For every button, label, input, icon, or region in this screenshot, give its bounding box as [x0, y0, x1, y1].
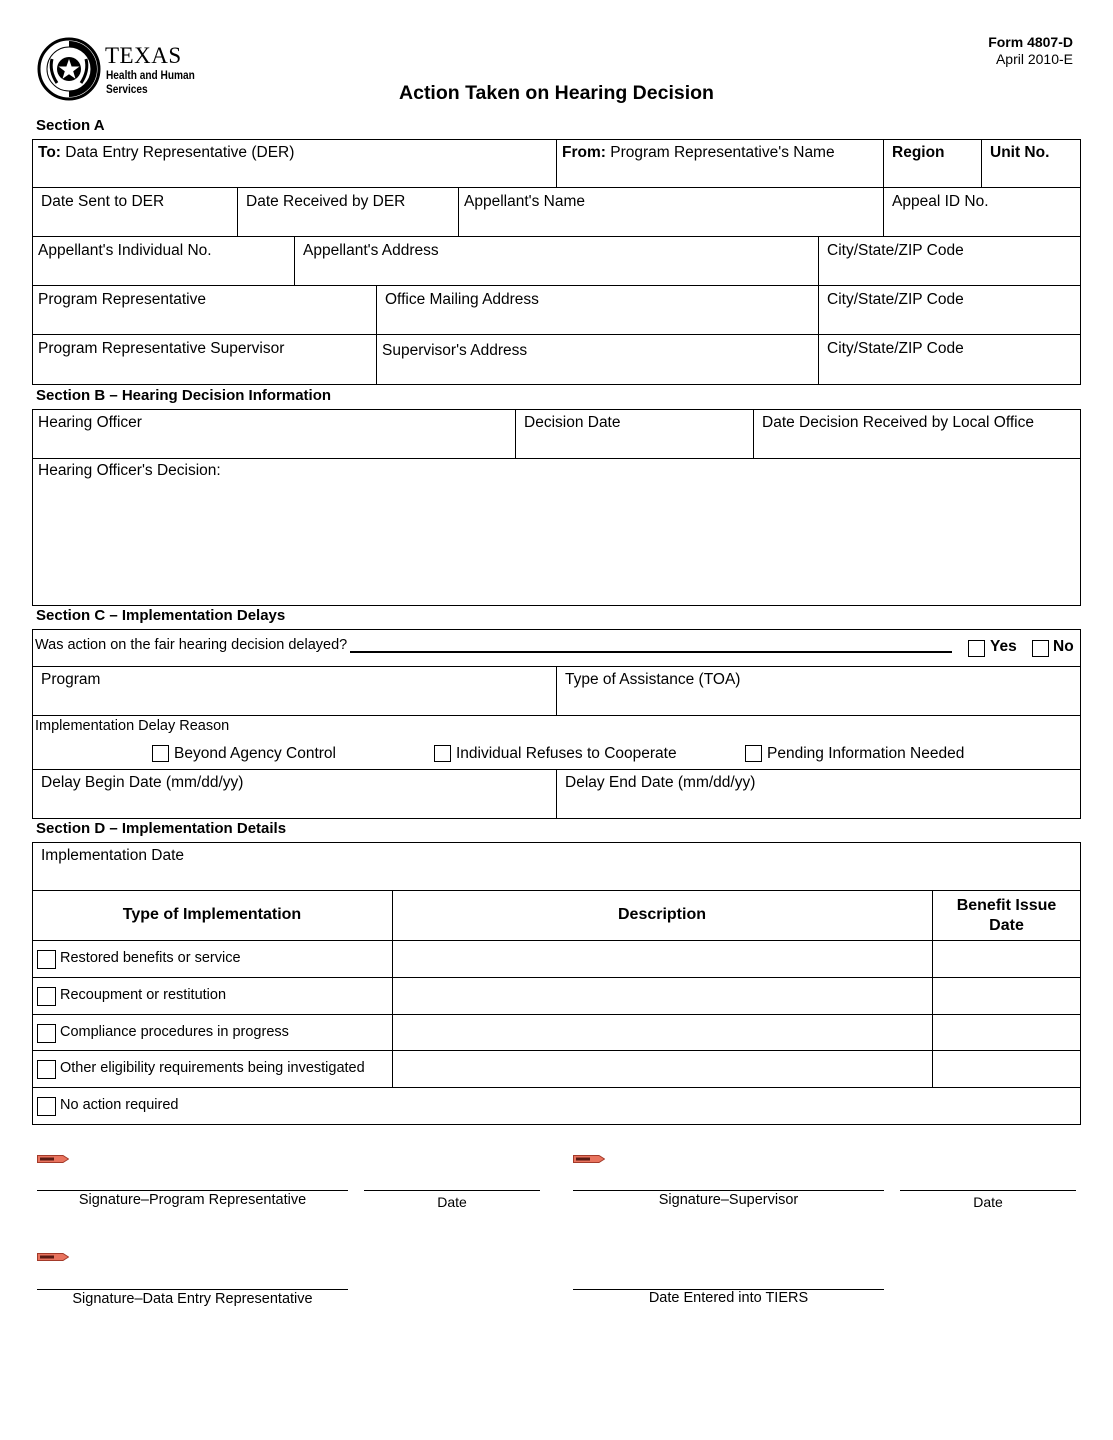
date-decision-received-field[interactable]: Date Decision Received by Local Office — [762, 414, 1034, 431]
date-entered-tiers-label: Date Entered into TIERS — [648, 1290, 809, 1306]
restored-benefits-label: Restored benefits or service — [60, 950, 241, 966]
delay-end-date-field[interactable]: Delay End Date (mm/dd/yy) — [565, 774, 756, 791]
date-2-line[interactable] — [900, 1190, 1076, 1191]
logo-line2: Health and Human — [106, 70, 195, 82]
from-label: From: — [562, 144, 606, 161]
other-eligibility-checkbox[interactable] — [37, 1060, 56, 1079]
delay-begin-date-field[interactable]: Delay Begin Date (mm/dd/yy) — [41, 774, 244, 791]
program-rep-supervisor-field[interactable]: Program Representative Supervisor — [38, 340, 285, 357]
section-d-heading: Section D – Implementation Details — [36, 820, 287, 837]
other-eligibility-description[interactable] — [393, 1051, 932, 1087]
restored-benefits-issue-date[interactable] — [933, 941, 1081, 977]
other-eligibility-issue-date[interactable] — [933, 1051, 1081, 1087]
hearing-officer-decision-field[interactable]: Hearing Officer's Decision: — [38, 462, 221, 479]
beyond-agency-control-label: Beyond Agency Control — [174, 745, 336, 762]
delayed-no-label: No — [1053, 638, 1074, 655]
program-field[interactable]: Program — [41, 671, 101, 688]
compliance-procedures-label: Compliance procedures in progress — [60, 1024, 289, 1040]
to-value: Data Entry Representative (DER) — [65, 144, 295, 161]
date-2-label: Date — [973, 1194, 1003, 1210]
office-city-state-zip-field[interactable]: City/State/ZIP Code — [827, 291, 964, 308]
appellant-address-field[interactable]: Appellant's Address — [303, 242, 439, 259]
signature-program-rep-line[interactable] — [37, 1190, 348, 1191]
sign-here-tag-icon — [37, 1155, 69, 1163]
region-field[interactable]: Region — [892, 144, 945, 161]
program-representative-field[interactable]: Program Representative — [38, 291, 206, 308]
signature-program-rep-label: Signature–Program Representative — [78, 1192, 307, 1208]
delayed-no-checkbox[interactable] — [1032, 640, 1049, 657]
implementation-date-field[interactable]: Implementation Date — [41, 847, 185, 864]
logo-texas-text: TEXAS — [105, 43, 182, 68]
appellant-city-state-zip-field[interactable]: City/State/ZIP Code — [827, 242, 964, 259]
recoupment-issue-date[interactable] — [933, 978, 1081, 1014]
compliance-procedures-description[interactable] — [393, 1015, 932, 1050]
pending-information-checkbox[interactable] — [745, 745, 762, 762]
from-value: Program Representative's Name — [610, 144, 835, 161]
delayed-question: Was action on the fair hearing decision delayed? — [35, 637, 348, 653]
col-benefit-issue-date-line1: Benefit Issue — [956, 897, 1057, 914]
appeal-id-field[interactable]: Appeal ID No. — [892, 193, 989, 210]
restored-benefits-checkbox[interactable] — [37, 950, 56, 969]
date-received-field[interactable]: Date Received by DER — [246, 193, 406, 210]
from-field[interactable] — [556, 140, 883, 187]
col-benefit-issue-date-line2: Date — [989, 917, 1024, 934]
no-action-required-label: No action required — [60, 1097, 179, 1113]
to-field[interactable] — [32, 140, 556, 187]
signature-supervisor-label: Signature–Supervisor — [658, 1192, 799, 1208]
delayed-yes-label: Yes — [990, 638, 1017, 655]
to-label: To: — [38, 144, 61, 161]
section-c-heading: Section C – Implementation Delays — [36, 607, 286, 624]
decision-date-field[interactable]: Decision Date — [524, 414, 621, 431]
date-1-line[interactable] — [364, 1190, 540, 1191]
beyond-agency-control-checkbox[interactable] — [152, 745, 169, 762]
section-b-heading: Section B – Hearing Decision Information — [36, 387, 332, 404]
appellant-individual-no-field[interactable]: Appellant's Individual No. — [38, 242, 212, 259]
compliance-procedures-checkbox[interactable] — [37, 1024, 56, 1043]
col-type-of-implementation: Type of Implementation — [122, 906, 302, 923]
section-a-heading: Section A — [36, 117, 105, 134]
col-benefit-issue-date — [932, 896, 1081, 936]
col-description: Description — [617, 906, 706, 923]
other-eligibility-label: Other eligibility requirements being investigated — [60, 1060, 365, 1076]
hearing-officer-field[interactable]: Hearing Officer — [38, 414, 142, 431]
delay-reason-label: Implementation Delay Reason — [35, 718, 230, 734]
compliance-procedures-issue-date[interactable] — [933, 1015, 1081, 1050]
recoupment-description[interactable] — [393, 978, 932, 1014]
supervisor-city-state-zip-field[interactable]: City/State/ZIP Code — [827, 340, 964, 357]
pending-information-label: Pending Information Needed — [767, 745, 965, 762]
type-of-assistance-field[interactable]: Type of Assistance (TOA) — [565, 671, 741, 688]
logo-line3: Services — [106, 84, 148, 96]
form-revision: April 2010-E — [995, 51, 1073, 67]
sign-here-tag-icon — [573, 1155, 605, 1163]
date-sent-field[interactable]: Date Sent to DER — [41, 193, 165, 210]
unit-no-field[interactable]: Unit No. — [990, 144, 1050, 161]
office-mailing-address-field[interactable]: Office Mailing Address — [385, 291, 539, 308]
recoupment-label: Recoupment or restitution — [60, 987, 227, 1003]
delayed-yes-checkbox[interactable] — [968, 640, 985, 657]
page-title: Action Taken on Hearing Decision — [399, 82, 714, 104]
individual-refuses-checkbox[interactable] — [434, 745, 451, 762]
no-action-required-checkbox[interactable] — [37, 1097, 56, 1116]
delayed-question-underline — [350, 651, 952, 653]
signature-data-entry-line[interactable] — [37, 1289, 348, 1290]
sign-here-tag-icon — [37, 1253, 69, 1261]
appellant-name-field[interactable]: Appellant's Name — [464, 193, 585, 210]
signature-data-entry-label: Signature–Data Entry Representative — [72, 1291, 313, 1307]
supervisor-address-field[interactable]: Supervisor's Address — [382, 342, 528, 359]
date-1-label: Date — [437, 1194, 467, 1210]
signature-supervisor-line[interactable] — [573, 1190, 884, 1191]
individual-refuses-label: Individual Refuses to Cooperate — [456, 745, 677, 762]
recoupment-checkbox[interactable] — [37, 987, 56, 1006]
restored-benefits-description[interactable] — [393, 941, 932, 977]
form-number: Form 4807-D — [988, 34, 1073, 50]
